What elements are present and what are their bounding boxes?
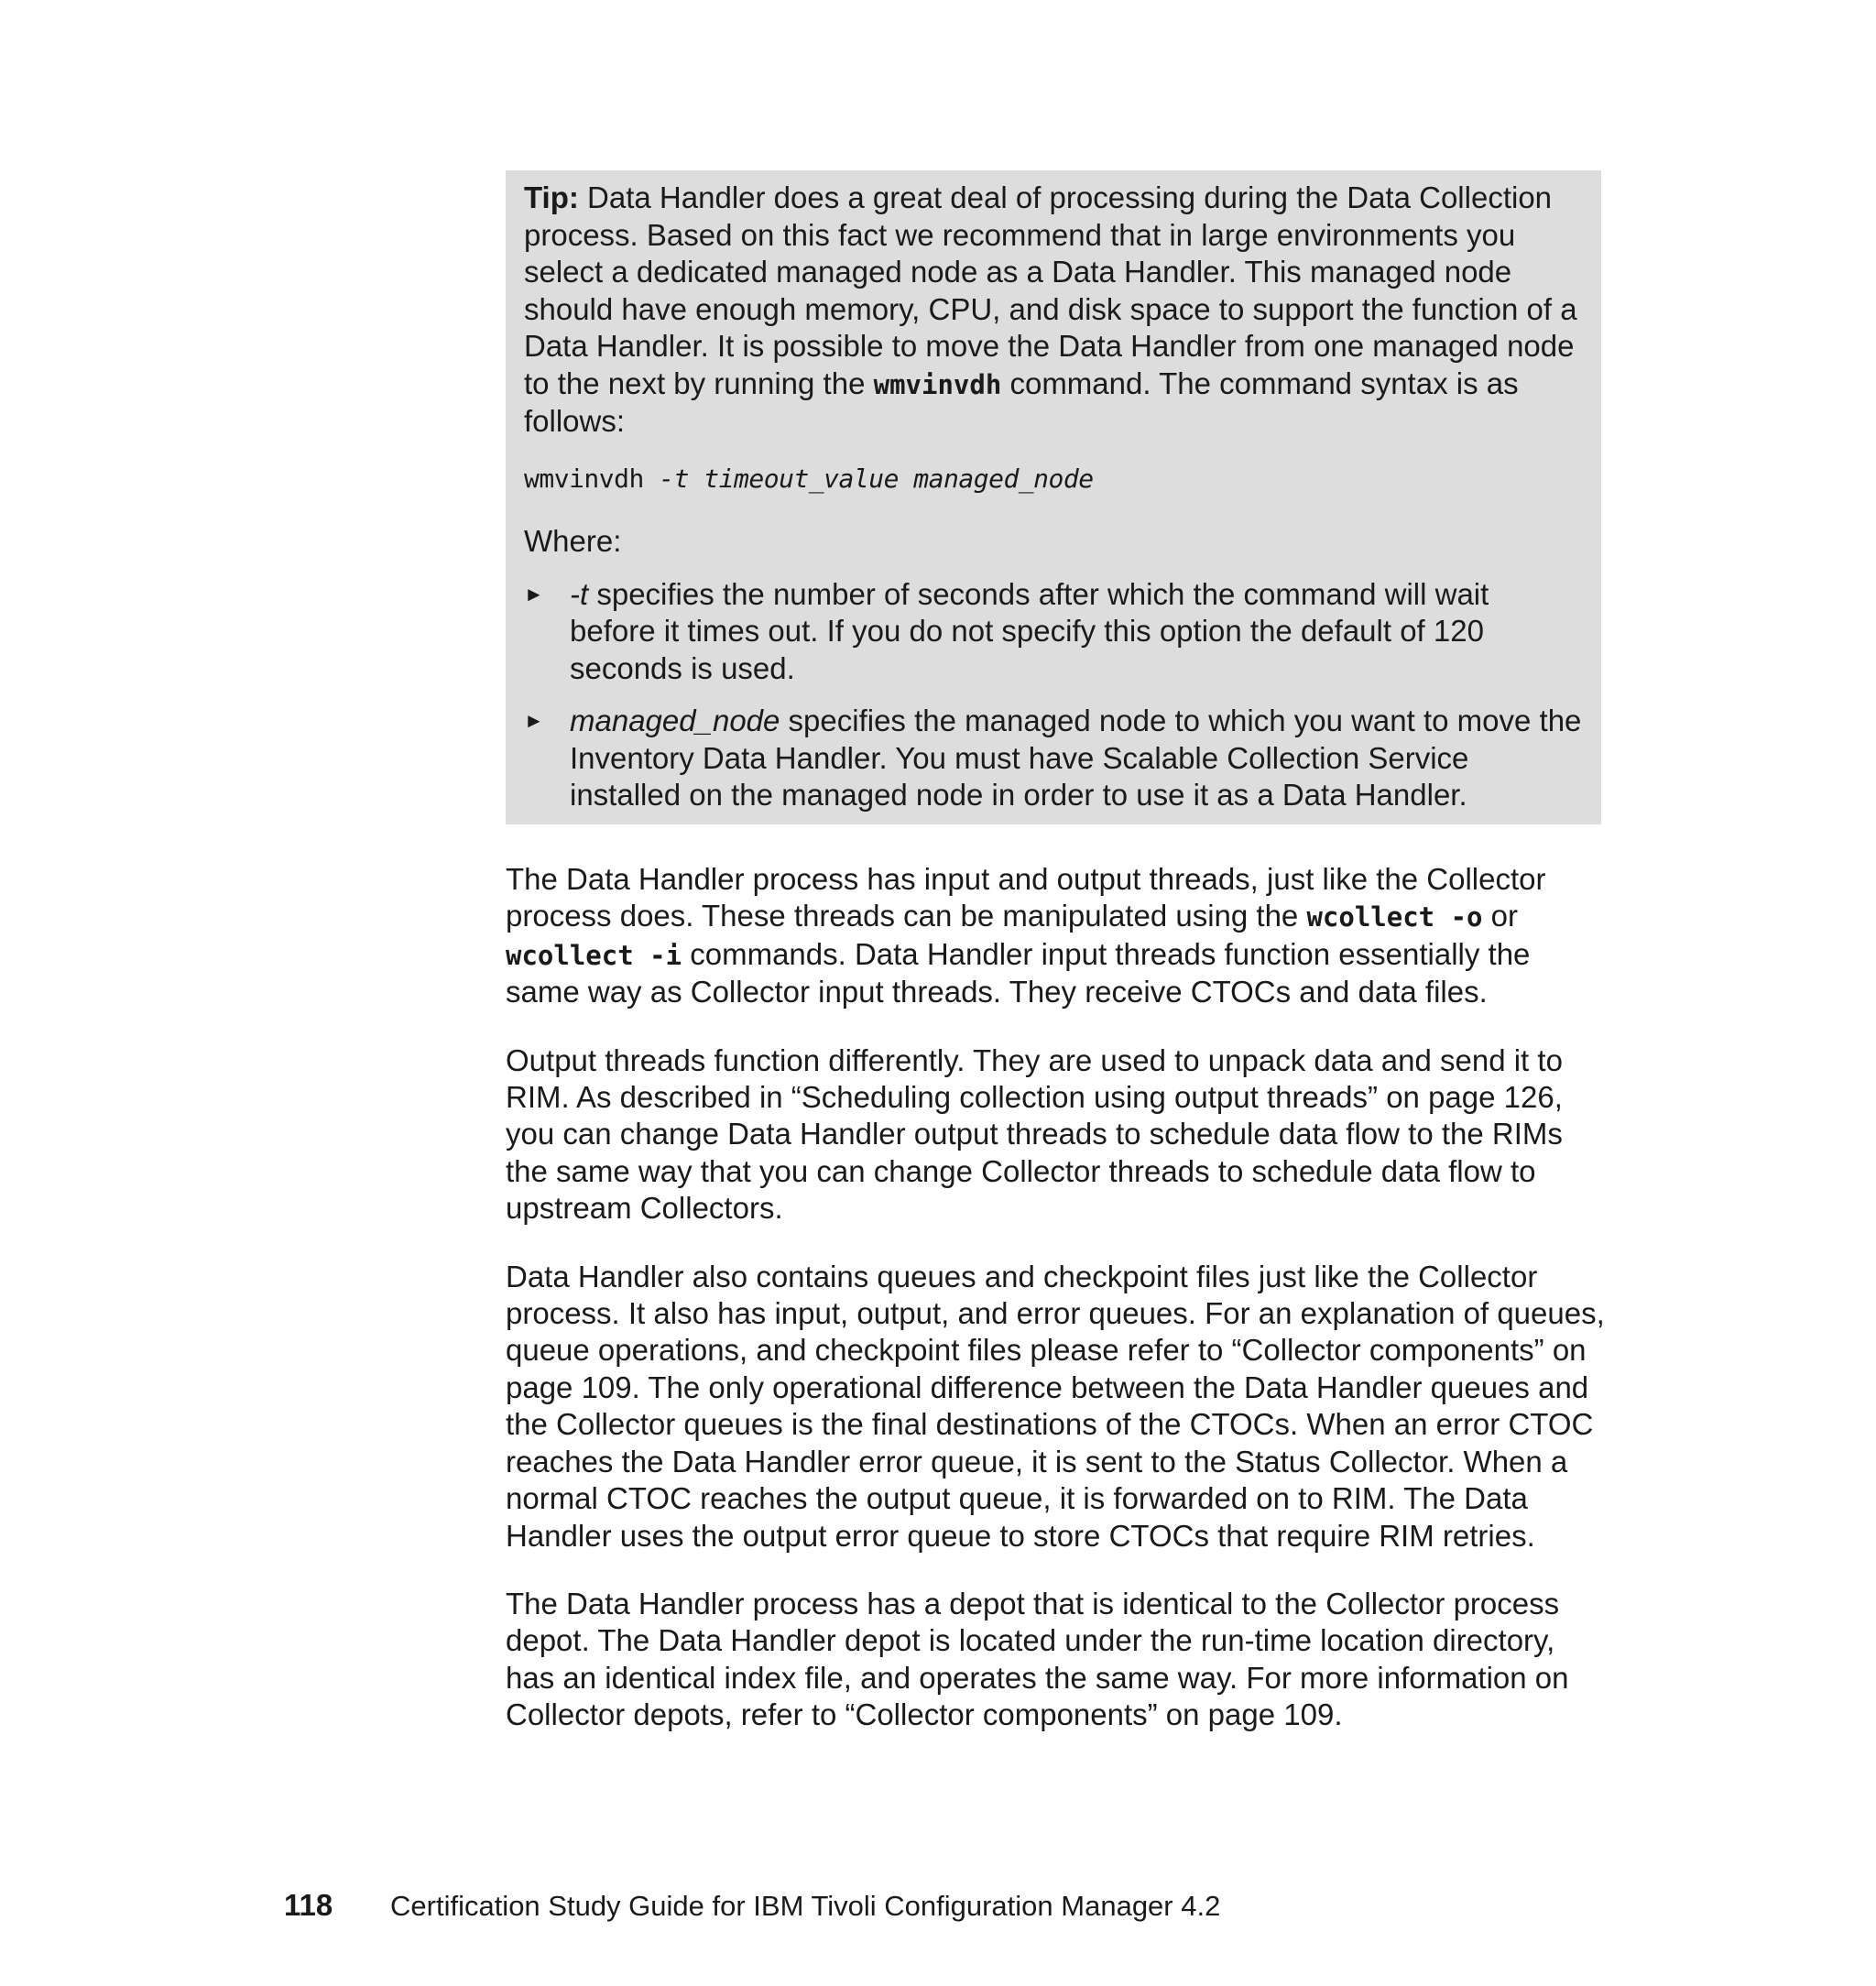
option-item: [524, 576, 1583, 688]
body-paragraph: The Data Handler process has a depot that is identical to the Collector process depot. The Data Handler depot is located under the run-time location directory, has an identical index file, and operates the same way. For more information on Collector depots, refer to “Collector components” on page 109.: [506, 1586, 1569, 1732]
syntax-arguments: timeout_value managed_node: [704, 463, 1094, 494]
tip-intro-text: Data Handler does a great deal of processing during the Data Collection process. Based on this fact we recommend that in large environments you select a dedicated managed node as a Data Handler. This managed node should have enough memory, CPU, and disk space to support the function of a Data Handler. It is possible to move the Data Handler from one managed node to the next by running the: [524, 180, 1577, 400]
option-list: [524, 576, 1583, 814]
bullet-triangle-icon: ►: [524, 582, 544, 606]
tip-paragraph: [524, 180, 1583, 441]
where-label: Where:: [524, 523, 622, 558]
option-term: -t: [570, 576, 589, 611]
paragraph-text: commands. Data Handler input threads function essentially the same way as Collector input threads. They receive CTOCs and data files.: [506, 936, 1531, 1009]
inline-command: wcollect -i: [506, 939, 682, 971]
body-paragraph: [506, 861, 1605, 1011]
tip-label: Tip:: [524, 180, 579, 214]
syntax-command: wmvinvdh: [524, 463, 644, 494]
body-paragraph: Data Handler also contains queues and checkpoint files just like the Collector process. It also has input, output, and error queues. For an explanation of queues, queue operations, and checkpoint files please refer to “Collector components” on page 109. The only operational difference between the Data Handler queues and the Collector queues is the final destinations of the CTOCs. When an error CTOC reaches the Data Handler error queue, it is sent to the Status Collector. When a normal CTOC reaches the output queue, it is forwarded on to RIM. The Data Handler uses the output error queue to store CTOCs that require RIM retries.: [506, 1259, 1605, 1553]
option-term: managed_node: [570, 704, 780, 737]
page-footer: [284, 1887, 1220, 1925]
option-description: specifies the managed node to which you want to move the Inventory Data Handler. You must have Scalable Collection Service installed on the managed node in order to use it as a Data Handler.: [570, 704, 1582, 812]
option-item: [524, 703, 1583, 814]
paragraph-text: The Data Handler process has input and output threads, just like the Collector process does. These threads can be manipulated using the: [506, 862, 1546, 933]
command-syntax: [524, 461, 1583, 497]
option-description: specifies the number of seconds after which the command will wait before it times out. If you do not specify this option the default of 120 seconds is used.: [570, 576, 1489, 685]
page-number: 118: [284, 1888, 333, 1922]
syntax-option: -t: [659, 463, 689, 494]
bullet-triangle-icon: ►: [524, 709, 544, 732]
inline-command: wcollect -o: [1306, 901, 1483, 933]
body-paragraph: Output threads function differently. They are used to unpack data and send it to RIM. As described in “Scheduling collection using output threads” on page 126, you can change Data Handler output threads to schedule data flow to the RIMs the same way that you can change Collector threads to schedule data flow to upstream Collectors.: [506, 1042, 1563, 1226]
body-text: [506, 861, 1605, 1765]
book-title: Certification Study Guide for IBM Tivoli Configuration Manager 4.2: [390, 1890, 1221, 1922]
tip-inline-command: wmvinvdh: [873, 368, 1002, 400]
paragraph-text: or: [1482, 899, 1519, 933]
tip-box: [506, 170, 1601, 824]
tip-intro-text-end: command. The command syntax is as follows:: [524, 366, 1519, 438]
